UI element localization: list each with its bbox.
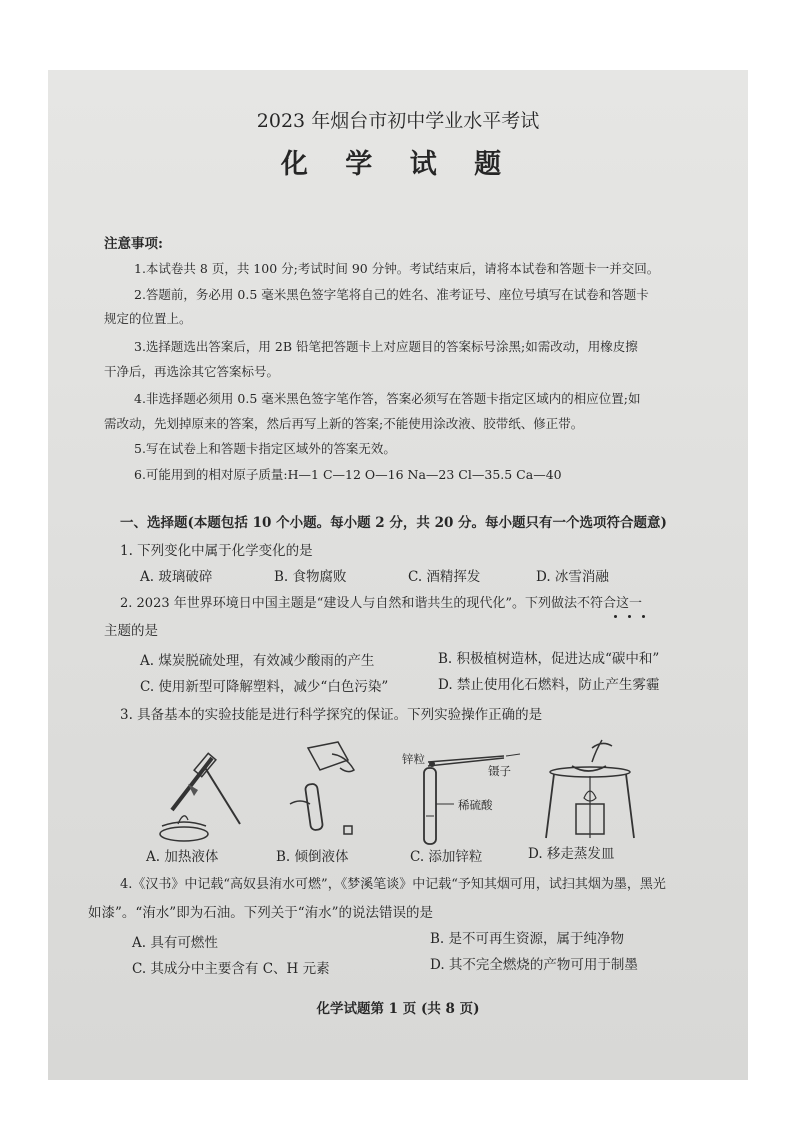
notice-line: 干净后，再选涂其它答案标号。 <box>104 364 280 379</box>
figure-heating-liquid <box>148 738 258 848</box>
notice-heading: 注意事项: <box>104 236 163 252</box>
question-1-option-b: B. 食物腐败 <box>274 569 347 585</box>
question-2-option-b: B. 积极植树造林，促进达成“碳中和” <box>438 651 660 667</box>
subject-title: 化 学 试 题 <box>280 149 516 180</box>
question-1-option-c: C. 酒精挥发 <box>408 569 481 585</box>
question-1-option-d: D. 冰雪消融 <box>536 569 609 585</box>
question-4-option-c: C. 其成分中主要含有 C、H 元素 <box>132 961 330 977</box>
page-footer: 化学试题第 1 页 (共 8 页) <box>316 1001 480 1017</box>
notice-line: 2.答题前，务必用 0.5 毫米黑色签字笔将自己的姓名、准考证号、座位号填写在试卷和答题卡 <box>134 287 649 302</box>
question-4-option-b: B. 是不可再生资源，属于纯净物 <box>430 931 625 947</box>
label-zinc: 锌粒 <box>402 752 425 766</box>
question-3-stem: 3. 具备基本的实验技能是进行科学探究的保证。下列实验操作正确的是 <box>120 707 543 723</box>
notice-line: 6.可能用到的相对原子质量:H—1 C—12 O—16 Na—23 Cl—35.5 Ca—40 <box>134 467 562 482</box>
question-4-stem-cont: 如漆”。“洧水”即为石油。下列关于“洧水”的说法错误的是 <box>88 905 434 921</box>
label-acid: 稀硫酸 <box>458 798 493 812</box>
question-2-stem: 2. 2023 年世界环境日中国主题是“建设人与自然和谐共生的现代化”。下列做法不符合这一 <box>120 596 643 611</box>
emphasis-dot <box>614 615 617 618</box>
question-3-option-b: B. 倾倒液体 <box>276 849 349 865</box>
notice-line: 3.选择题选出答案后，用 2B 铅笔把答题卡上对应题目的答案标号涂黑;如需改动，用橡皮擦 <box>134 339 638 354</box>
section-heading: 一、选择题(本题包括 10 个小题。每小题 2 分，共 20 分。每小题只有一个选项符合题意) <box>120 515 667 531</box>
exam-paper <box>48 70 748 1080</box>
notice-line: 规定的位置上。 <box>104 311 192 326</box>
question-1-stem: 1. 下列变化中属于化学变化的是 <box>120 543 313 559</box>
question-2-option-a: A. 煤炭脱硫处理，有效减少酸雨的产生 <box>140 653 375 669</box>
question-2-option-d: D. 禁止使用化石燃料，防止产生雾霾 <box>438 677 660 693</box>
exam-title: 2023 年烟台市初中学业水平考试 <box>256 110 540 132</box>
question-3-option-c: C. 添加锌粒 <box>410 849 483 865</box>
notice-line: 5.写在试卷上和答题卡指定区域外的答案无效。 <box>134 441 396 456</box>
question-3-option-a: A. 加热液体 <box>146 849 219 865</box>
question-1-option-a: A. 玻璃破碎 <box>140 569 213 585</box>
figure-moving-evaporating-dish <box>532 736 642 850</box>
emphasis-dot <box>628 615 631 618</box>
notice-line: 4.非选择题必须用 0.5 毫米黑色签字笔作答，答案必须写在答题卡指定区域内的相应位置;如 <box>134 391 641 406</box>
question-3-option-d: D. 移走蒸发皿 <box>528 846 615 862</box>
question-2-stem-cont: 主题的是 <box>104 623 158 639</box>
figure-pouring-liquid <box>278 734 378 846</box>
question-4-option-a: A. 具有可燃性 <box>132 935 218 951</box>
question-4-option-d: D. 其不完全燃烧的产物可用于制墨 <box>430 957 638 973</box>
notice-line: 需改动，先划掉原来的答案，然后再写上新的答案;不能使用涂改液、胶带纸、修正带。 <box>104 416 584 431</box>
notice-line: 1.本试卷共 8 页，共 100 分;考试时间 90 分钟。考试结束后，请将本试卷和答题卡一并交回。 <box>134 261 660 276</box>
question-4-stem: 4.《汉书》中记载“高奴县洧水可燃”，《梦溪笔谈》中记载“予知其烟可用，试扫其烟为墨，黑光 <box>120 877 666 892</box>
label-tweezers: 镊子 <box>488 764 511 778</box>
question-2-option-c: C. 使用新型可降解塑料，减少“白色污染” <box>140 679 389 695</box>
emphasis-dot <box>642 615 645 618</box>
